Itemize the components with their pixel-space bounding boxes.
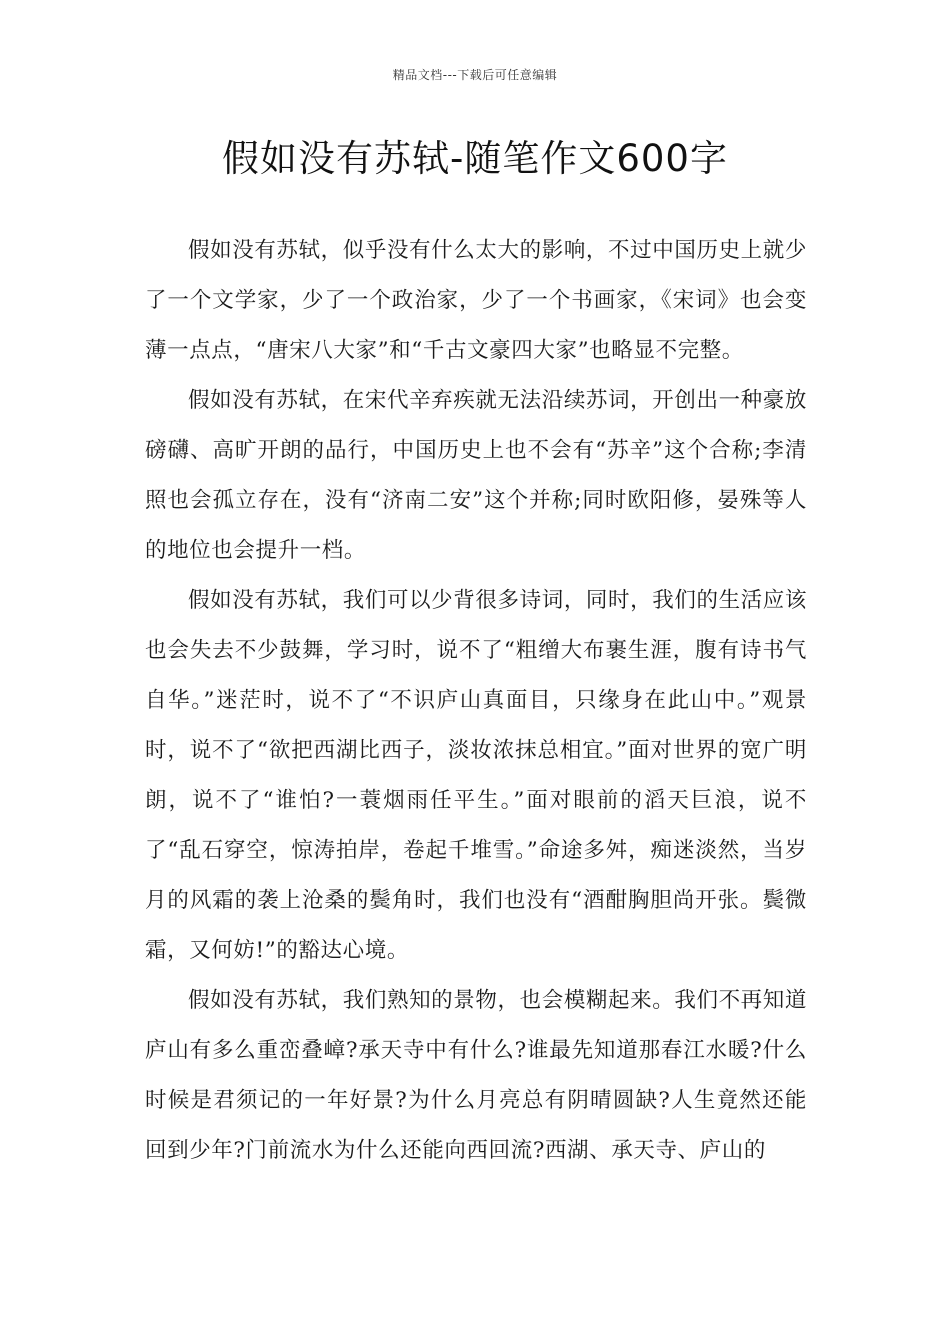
paragraph-4: 假如没有苏轼，我们熟知的景物，也会模糊起来。我们不再知道庐山有多么重峦叠嶂?承天寺中有什么?谁最先知道那春江水暖?什么时候是君须记的一年好景?为什么月亮总有阴晴圆缺?人生竟然还能回到少年?门前流水为什么还能向西回流?西湖、承天寺、庐山的 — [145, 988, 807, 1163]
document-title: 假如没有苏轼-随笔作文600字 — [222, 137, 728, 180]
header-note: 精品文档---下载后可任意编辑 — [392, 68, 558, 82]
essay-body — [145, 226, 807, 1176]
paragraph-1: 假如没有苏轼，似乎没有什么太大的影响，不过中国历史上就少了一个文学家，少了一个政治家，少了一个书画家，《宋词》也会变薄一点点，“唐宋八大家”和“千古文豪四大家”也略显不完整。 — [145, 238, 807, 363]
paragraph-3: 假如没有苏轼，我们可以少背很多诗词，同时，我们的生活应该也会失去不少鼓舞，学习时，说不了“粗缯大布裹生涯，腹有诗书气自华。”迷茫时，说不了“不识庐山真面目，只缘身在此山中。”观景时，说不了“欲把西湖比西子，淡妆浓抹总相宜。”面对世界的宽广明朗，说不了“谁怕?一蓑烟雨任平生。”面对眼前的滔天巨浪，说不了“乱石穿空，惊涛拍岸，卷起千堆雪。”命途多舛，痴迷淡然，当岁月的风霜的袭上沧桑的鬓角时，我们也没有“酒酣胸胆尚开张。鬓微霜，又何妨!”的豁达心境。 — [145, 588, 807, 963]
paragraph-2: 假如没有苏轼，在宋代辛弃疾就无法沿续苏词，开创出一种豪放磅礴、高旷开朗的品行，中国历史上也不会有“苏辛”这个合称;李清照也会孤立存在，没有“济南二安”这个并称;同时欧阳修，晏殊等人的地位也会提升一档。 — [145, 388, 807, 563]
